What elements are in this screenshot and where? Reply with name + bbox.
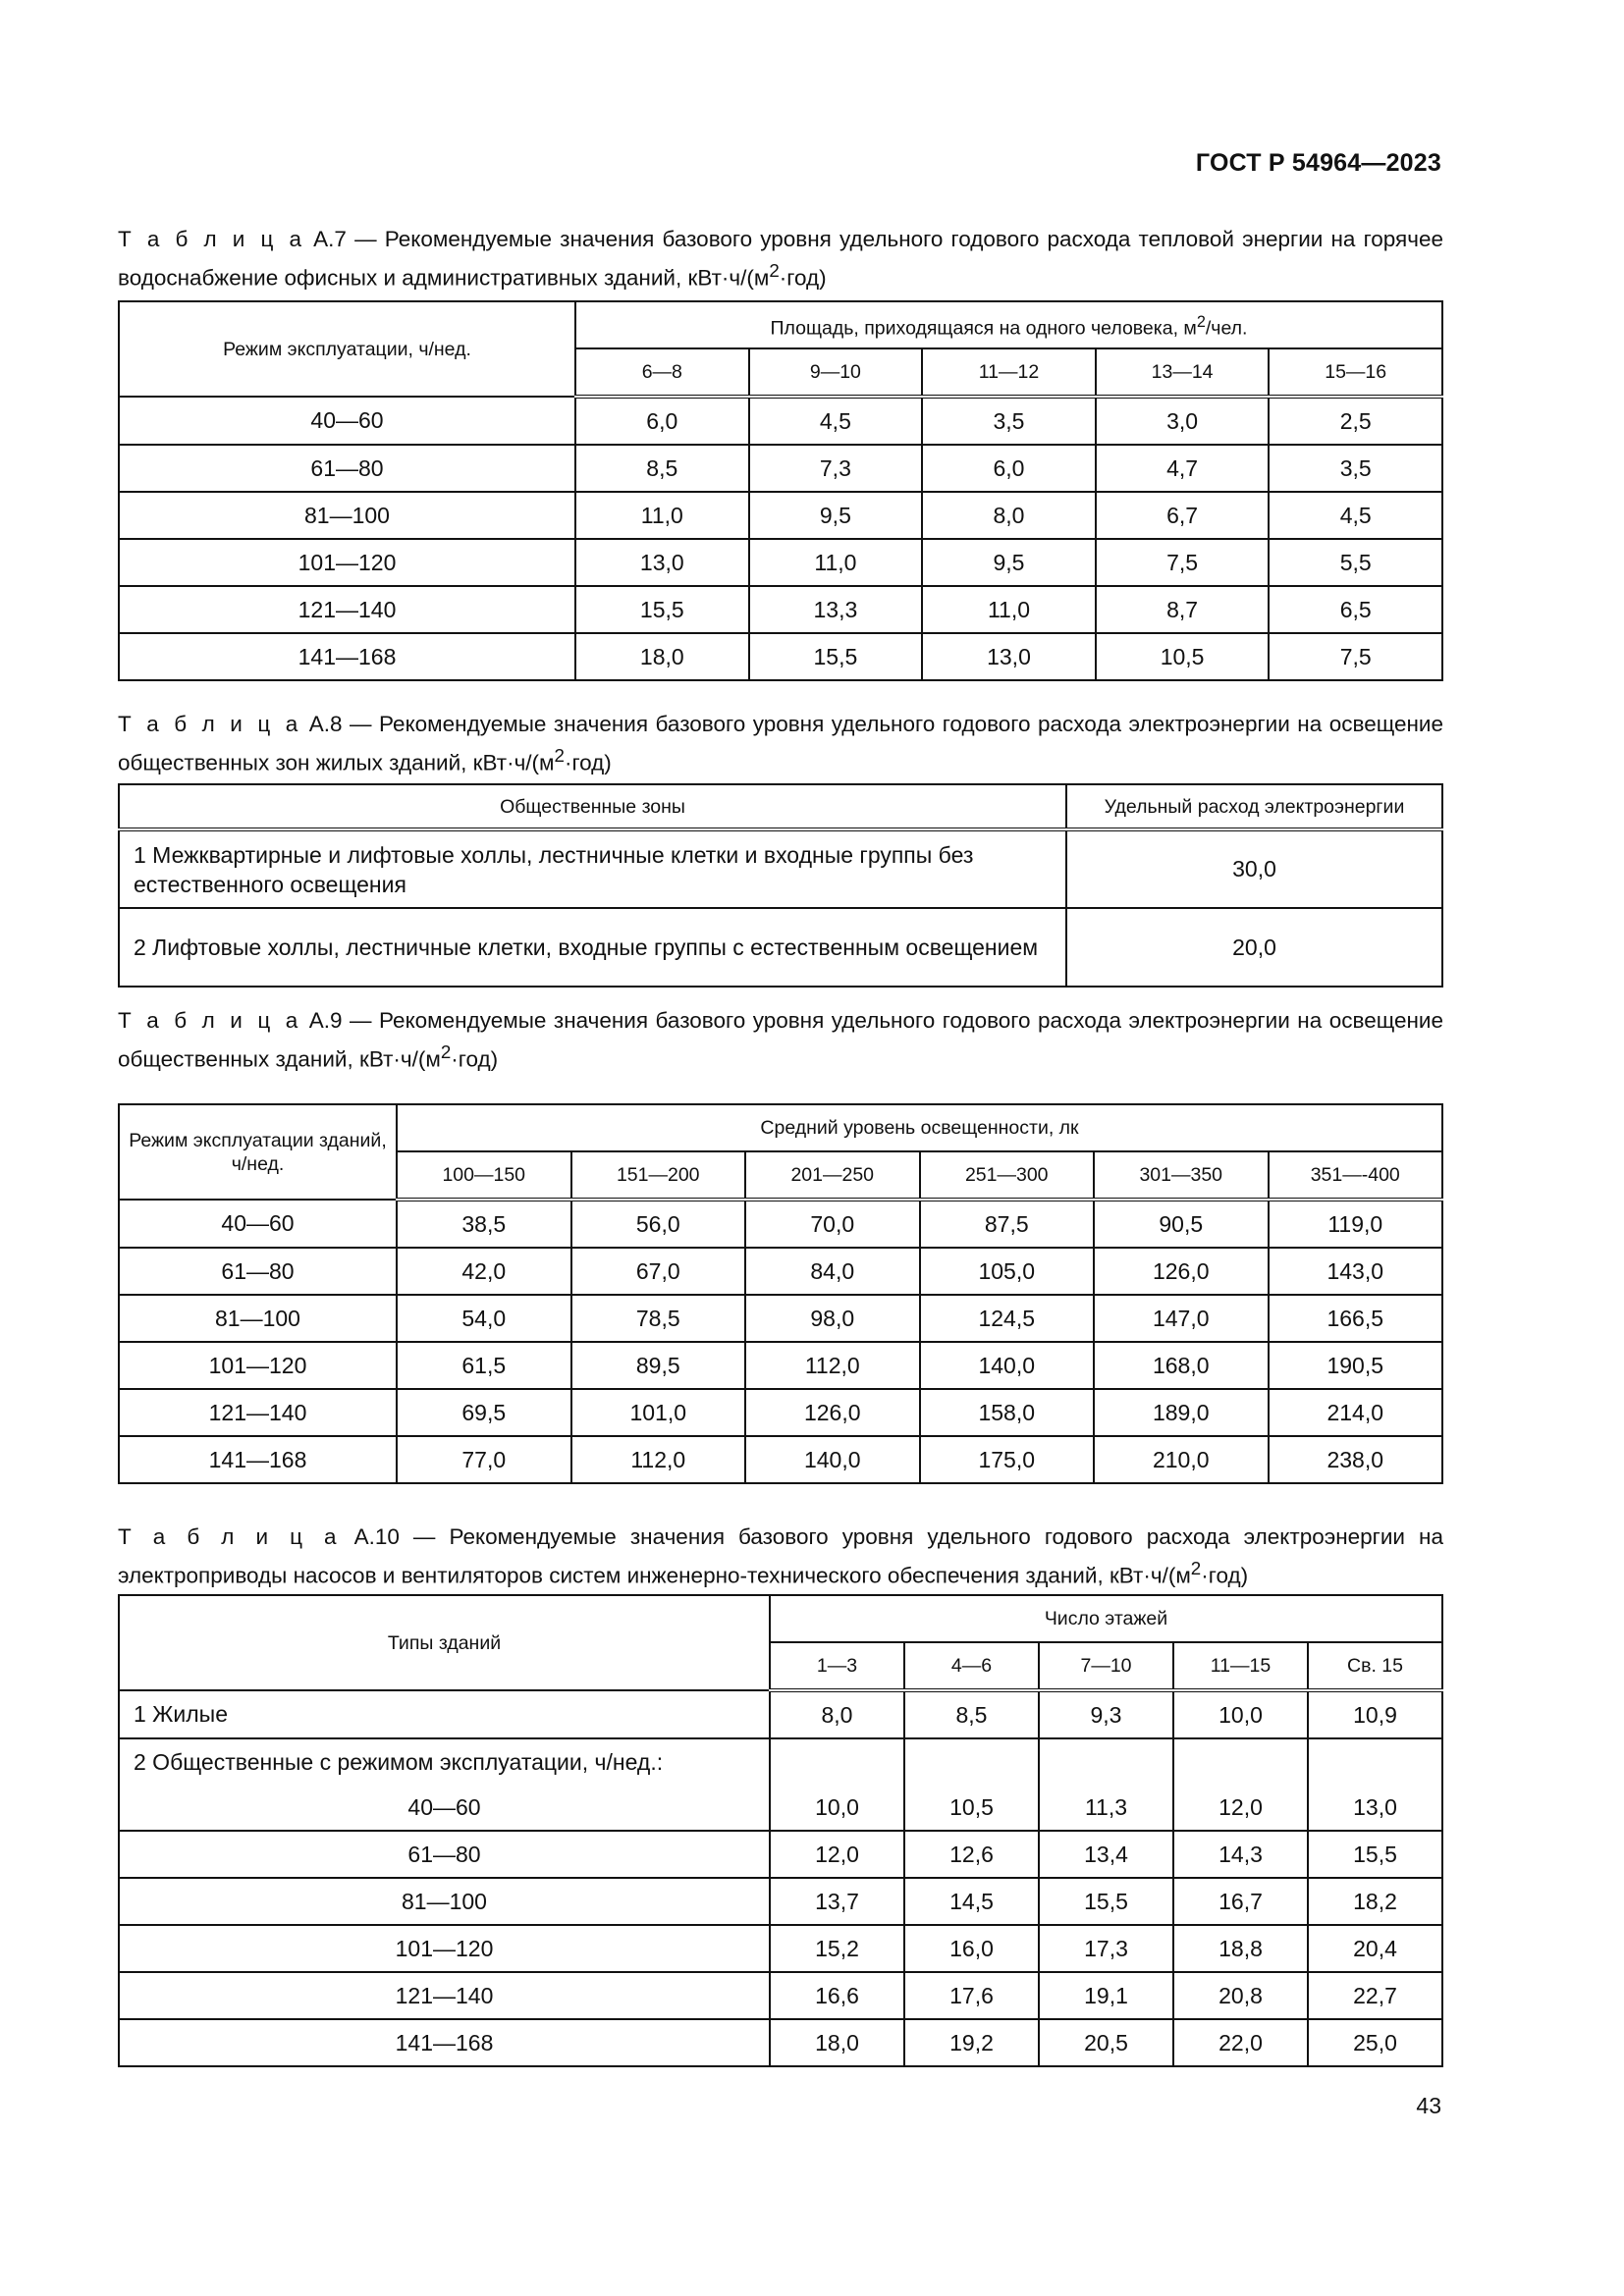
table-cell: 17,3 <box>1039 1925 1173 1972</box>
table-row <box>119 1389 1442 1436</box>
table-cell: 98,0 <box>745 1295 920 1342</box>
table-cell: 81—100 <box>119 492 575 539</box>
table-cell: 238,0 <box>1269 1436 1443 1483</box>
table-a10-caption <box>118 1522 1443 1592</box>
table-cell: 90,5 <box>1094 1200 1269 1248</box>
caption-text: А.10 — Рекомендуемые значения базового уровня удельного годового расхода электроэнергии на электроприводы насосов и вентиляторов систем инженерно-технического обеспечения зданий, кВт·ч/(м <box>118 1524 1443 1588</box>
table-cell <box>1173 1738 1308 1785</box>
table-row <box>119 633 1442 680</box>
table-label: Т а б л и ц а <box>118 1524 341 1549</box>
table-cell: 12,0 <box>770 1831 904 1878</box>
column-header: 201—250 <box>745 1151 920 1200</box>
table-cell: 9,5 <box>922 539 1096 586</box>
caption-superscript: 2 <box>440 1041 452 1062</box>
table-row <box>119 2019 1442 2066</box>
table-cell: 3,0 <box>1096 397 1270 445</box>
table-cell: 2 Лифтовые холлы, лестничные клетки, входные группы с естественным освещением <box>119 908 1066 987</box>
table-cell: 70,0 <box>745 1200 920 1248</box>
table-cell <box>1308 1738 1442 1785</box>
table-cell: 18,2 <box>1308 1878 1442 1925</box>
table-row <box>119 1248 1442 1295</box>
table-cell: 84,0 <box>745 1248 920 1295</box>
table-cell: 30,0 <box>1066 829 1442 908</box>
table-row <box>119 1295 1442 1342</box>
table-cell: 54,0 <box>397 1295 571 1342</box>
table-cell: 20,4 <box>1308 1925 1442 1972</box>
table-cell: 214,0 <box>1269 1389 1443 1436</box>
column-header: 6—8 <box>575 348 749 397</box>
table-row <box>119 445 1442 492</box>
column-header: 9—10 <box>749 348 923 397</box>
table-cell: 10,0 <box>770 1785 904 1831</box>
table-cell: 67,0 <box>571 1248 746 1295</box>
caption-end: ·год) <box>779 265 827 291</box>
table-row <box>119 1436 1442 1483</box>
table-cell: 10,5 <box>1096 633 1270 680</box>
table-cell: 3,5 <box>922 397 1096 445</box>
table-cell: 7,5 <box>1096 539 1270 586</box>
table-cell: 61,5 <box>397 1342 571 1389</box>
table-cell: 42,0 <box>397 1248 571 1295</box>
table-cell: 40—60 <box>119 1785 770 1831</box>
table-cell: 10,0 <box>1173 1690 1308 1738</box>
table-cell: 9,3 <box>1039 1690 1173 1738</box>
table-cell: 77,0 <box>397 1436 571 1483</box>
table-a8-caption <box>118 709 1443 779</box>
table-cell <box>1039 1738 1173 1785</box>
column-header: Св. 15 <box>1308 1642 1442 1690</box>
table-cell: 19,2 <box>904 2019 1039 2066</box>
table-cell: 13,4 <box>1039 1831 1173 1878</box>
table-cell: 8,0 <box>922 492 1096 539</box>
caption-text: А.8 — Рекомендуемые значения базового уровня удельного годового расхода электроэнергии на освещение общественных зон жилых зданий, кВт·ч/(м <box>118 712 1443 775</box>
group-header: Площадь, приходящаяся на одного человека, $м^2$/чел. <box>575 301 1442 348</box>
column-header: 13—14 <box>1096 348 1270 397</box>
table-cell: 69,5 <box>397 1389 571 1436</box>
column-header: Общественные зоны <box>119 784 1066 829</box>
table-cell: 140,0 <box>745 1436 920 1483</box>
table-cell: 121—140 <box>119 586 575 633</box>
table-cell: 6,5 <box>1269 586 1442 633</box>
column-header: 7—10 <box>1039 1642 1173 1690</box>
table-cell: 8,7 <box>1096 586 1270 633</box>
table-cell: 140,0 <box>920 1342 1095 1389</box>
table-cell: 5,5 <box>1269 539 1442 586</box>
column-header: 15—16 <box>1269 348 1442 397</box>
caption-end: ·год) <box>1201 1563 1249 1588</box>
column-header: 351—-400 <box>1269 1151 1443 1200</box>
table-cell: 61—80 <box>119 445 575 492</box>
table-cell: 15,5 <box>1039 1878 1173 1925</box>
table-cell: 16,7 <box>1173 1878 1308 1925</box>
column-header: 4—6 <box>904 1642 1039 1690</box>
table-cell: 210,0 <box>1094 1436 1269 1483</box>
table-cell: 166,5 <box>1269 1295 1443 1342</box>
table-a7-caption <box>118 224 1443 294</box>
table-cell: 101—120 <box>119 539 575 586</box>
table-row <box>119 1831 1442 1878</box>
table-cell: 40—60 <box>119 397 575 445</box>
table-a7 <box>118 300 1443 681</box>
table-cell: 6,0 <box>575 397 749 445</box>
table-cell: 81—100 <box>119 1295 397 1342</box>
table-cell: 87,5 <box>920 1200 1095 1248</box>
table-a10 <box>118 1594 1443 2067</box>
table-cell: 121—140 <box>119 1389 397 1436</box>
table-cell: 40—60 <box>119 1200 397 1248</box>
table-cell: 13,0 <box>922 633 1096 680</box>
group-header: Средний уровень освещенности, лк <box>397 1104 1442 1151</box>
caption-end: ·год) <box>564 750 612 775</box>
table-cell: 8,0 <box>770 1690 904 1738</box>
table-cell <box>770 1738 904 1785</box>
table-cell: 2,5 <box>1269 397 1442 445</box>
table-cell: 18,0 <box>770 2019 904 2066</box>
caption-superscript: 2 <box>1190 1558 1202 1578</box>
table-cell: 16,6 <box>770 1972 904 2019</box>
column-header: 301—350 <box>1094 1151 1269 1200</box>
row-header: Типы зданий <box>119 1595 770 1690</box>
table-cell: 112,0 <box>745 1342 920 1389</box>
caption-superscript: 2 <box>769 260 780 281</box>
table-cell: 16,0 <box>904 1925 1039 1972</box>
table-cell: 22,7 <box>1308 1972 1442 2019</box>
table-cell: 2 Общественные с режимом эксплуатации, ч/нед.: <box>119 1738 770 1785</box>
table-cell: 19,1 <box>1039 1972 1173 2019</box>
caption-superscript: 2 <box>554 745 565 766</box>
table-cell: 81—100 <box>119 1878 770 1925</box>
table-cell <box>904 1738 1039 1785</box>
table-cell: 124,5 <box>920 1295 1095 1342</box>
table-cell: 25,0 <box>1308 2019 1442 2066</box>
table-row <box>119 492 1442 539</box>
table-cell: 126,0 <box>745 1389 920 1436</box>
table-cell: 168,0 <box>1094 1342 1269 1389</box>
table-cell: 7,5 <box>1269 633 1442 680</box>
table-a9-caption <box>118 1005 1443 1076</box>
table-cell: 10,9 <box>1308 1690 1442 1738</box>
table-cell: 11,0 <box>749 539 923 586</box>
caption-text: А.9 — Рекомендуемые значения базового уровня удельного годового расхода электроэнергии на освещение общественных зданий, кВт·ч/(м <box>118 1008 1443 1072</box>
table-row <box>119 1342 1442 1389</box>
table-cell: 8,5 <box>575 445 749 492</box>
table-a9 <box>118 1103 1443 1484</box>
table-cell: 119,0 <box>1269 1200 1443 1248</box>
table-cell: 121—140 <box>119 1972 770 2019</box>
table-label: Т а б л и ц а <box>118 1008 302 1033</box>
table-cell: 8,5 <box>904 1690 1039 1738</box>
table-cell: 38,5 <box>397 1200 571 1248</box>
table-cell: 18,0 <box>575 633 749 680</box>
table-cell: 105,0 <box>920 1248 1095 1295</box>
table-cell: 141—168 <box>119 1436 397 1483</box>
group-header: Число этажей <box>770 1595 1442 1642</box>
table-row <box>119 1925 1442 1972</box>
table-label: Т а б л и ц а <box>118 227 306 251</box>
table-cell: 13,7 <box>770 1878 904 1925</box>
table-cell: 14,3 <box>1173 1831 1308 1878</box>
table-cell: 175,0 <box>920 1436 1095 1483</box>
table-row <box>119 1785 1442 1831</box>
table-cell: 89,5 <box>571 1342 746 1389</box>
document-standard-number: ГОСТ Р 54964—2023 <box>1195 149 1441 177</box>
table-cell: 101—120 <box>119 1925 770 1972</box>
column-header: 11—12 <box>922 348 1096 397</box>
table-cell: 141—168 <box>119 633 575 680</box>
table-cell: 22,0 <box>1173 2019 1308 2066</box>
table-cell: 13,3 <box>749 586 923 633</box>
table-cell: 56,0 <box>571 1200 746 1248</box>
table-cell: 13,0 <box>1308 1785 1442 1831</box>
table-cell: 18,8 <box>1173 1925 1308 1972</box>
table-cell: 101—120 <box>119 1342 397 1389</box>
table-cell: 12,6 <box>904 1831 1039 1878</box>
page-number: 43 <box>1416 2093 1441 2118</box>
table-cell: 158,0 <box>920 1389 1095 1436</box>
table-cell: 20,8 <box>1173 1972 1308 2019</box>
table-cell: 147,0 <box>1094 1295 1269 1342</box>
caption-end: ·год) <box>451 1046 499 1072</box>
table-cell: 1 Межквартирные и лифтовые холлы, лестничные клетки и входные группы без естественного освещения <box>119 829 1066 908</box>
table-cell: 141—168 <box>119 2019 770 2066</box>
table-cell: 78,5 <box>571 1295 746 1342</box>
table-cell: 126,0 <box>1094 1248 1269 1295</box>
table-cell: 12,0 <box>1173 1785 1308 1831</box>
table-cell: 15,2 <box>770 1925 904 1972</box>
table-row <box>119 1878 1442 1925</box>
column-header: Удельный расход электроэнергии <box>1066 784 1442 829</box>
table-cell: 17,6 <box>904 1972 1039 2019</box>
table-cell: 20,0 <box>1066 908 1442 987</box>
table-row <box>119 586 1442 633</box>
table-cell: 7,3 <box>749 445 923 492</box>
table-cell: 14,5 <box>904 1878 1039 1925</box>
table-cell: 61—80 <box>119 1831 770 1878</box>
table-cell: 15,5 <box>575 586 749 633</box>
table-cell: 3,5 <box>1269 445 1442 492</box>
table-cell: 61—80 <box>119 1248 397 1295</box>
table-row <box>119 539 1442 586</box>
column-header: 1—3 <box>770 1642 904 1690</box>
table-cell: 13,0 <box>575 539 749 586</box>
table-cell: 11,3 <box>1039 1785 1173 1831</box>
table-cell: 4,5 <box>749 397 923 445</box>
table-cell: 6,0 <box>922 445 1096 492</box>
column-header: 251—300 <box>920 1151 1095 1200</box>
table-cell: 6,7 <box>1096 492 1270 539</box>
table-label: Т а б л и ц а <box>118 712 302 736</box>
table-cell: 9,5 <box>749 492 923 539</box>
row-header: Режим эксплуатации, ч/нед. <box>119 301 575 397</box>
table-row <box>119 1972 1442 2019</box>
column-header: 100—150 <box>397 1151 571 1200</box>
table-row <box>119 1200 1442 1248</box>
caption-text: А.7 — Рекомендуемые значения базового уровня удельного годового расхода тепловой энергии на горячее водоснабжение офисных и административных зданий, кВт·ч/(м <box>118 227 1443 291</box>
table-cell: 20,5 <box>1039 2019 1173 2066</box>
column-header: 151—200 <box>571 1151 746 1200</box>
table-cell: 11,0 <box>575 492 749 539</box>
table-cell: 189,0 <box>1094 1389 1269 1436</box>
table-cell: 143,0 <box>1269 1248 1443 1295</box>
table-cell: 1 Жилые <box>119 1690 770 1738</box>
column-header: 11—15 <box>1173 1642 1308 1690</box>
table-cell: 4,7 <box>1096 445 1270 492</box>
table-cell: 11,0 <box>922 586 1096 633</box>
table-cell: 15,5 <box>1308 1831 1442 1878</box>
table-cell: 112,0 <box>571 1436 746 1483</box>
table-row <box>119 397 1442 445</box>
table-cell: 10,5 <box>904 1785 1039 1831</box>
table-cell: 101,0 <box>571 1389 746 1436</box>
table-cell: 4,5 <box>1269 492 1442 539</box>
table-cell: 190,5 <box>1269 1342 1443 1389</box>
table-a8 <box>118 783 1443 988</box>
table-cell: 15,5 <box>749 633 923 680</box>
row-header: Режим эксплуатации зданий, ч/нед. <box>119 1104 397 1200</box>
